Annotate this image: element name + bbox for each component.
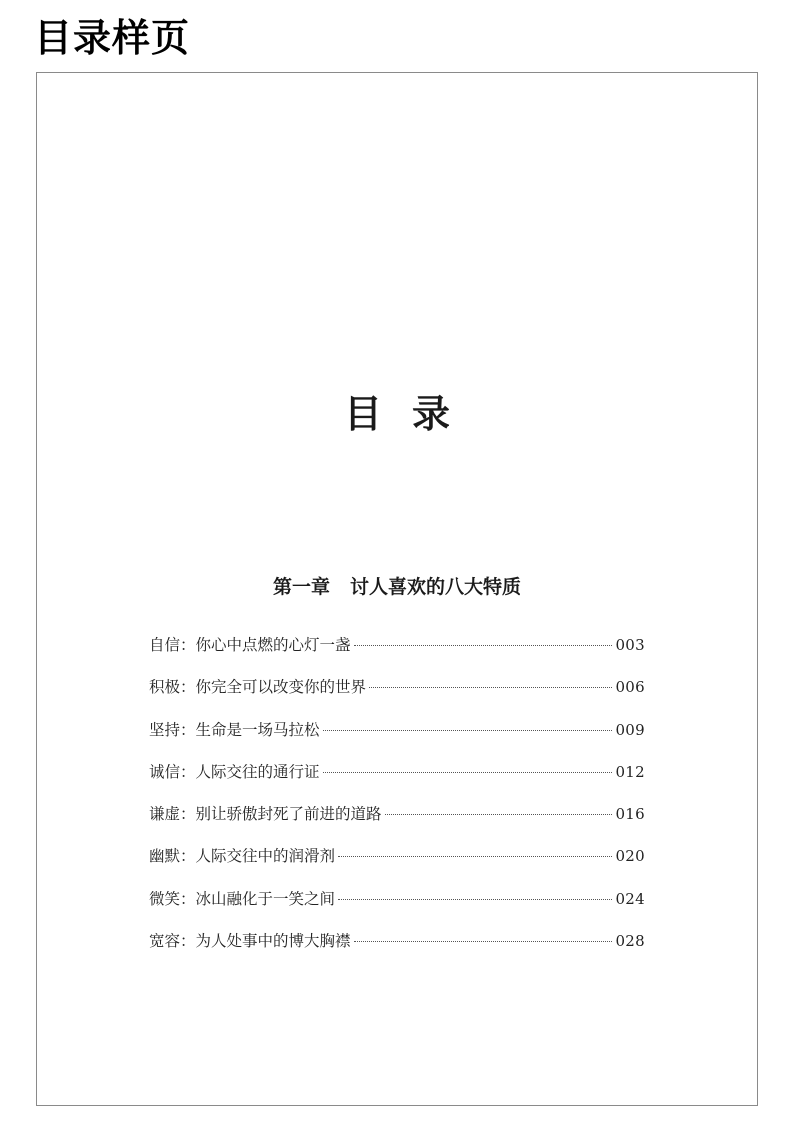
- toc-entry-page: 006: [615, 678, 645, 697]
- dot-leader: [338, 856, 612, 857]
- chapter-number: 第一章: [272, 576, 330, 598]
- toc-entry-page: 020: [615, 847, 645, 866]
- toc-entry[interactable]: [149, 718, 645, 760]
- toc-entry[interactable]: [149, 802, 645, 844]
- toc-entry-label: 谦虚：别让骄傲封死了前进的道路: [149, 805, 382, 824]
- toc-entry[interactable]: [149, 844, 645, 886]
- toc-entry-label: 自信：你心中点燃的心灯一盏: [149, 636, 351, 654]
- toc-entry[interactable]: [149, 675, 645, 717]
- chapter-title: [37, 573, 757, 601]
- dot-leader: [354, 645, 613, 646]
- toc-entry-page: 028: [615, 932, 645, 951]
- dot-leader: [385, 814, 613, 815]
- dot-leader: [323, 730, 613, 731]
- toc-entry[interactable]: [149, 633, 645, 675]
- toc-entry[interactable]: [149, 760, 645, 802]
- toc-heading-right: 录: [412, 391, 451, 436]
- toc-entry-label: 宽容：为人处事中的博大胸襟: [149, 932, 351, 951]
- dot-leader: [369, 687, 612, 688]
- toc-entry-label: 积极：你完全可以改变你的世界: [149, 678, 367, 697]
- toc-entry-page: 012: [615, 762, 645, 781]
- toc-heading-left: 目: [343, 391, 382, 436]
- toc-entry-label: 坚持：生命是一场马拉松: [149, 720, 320, 739]
- chapter-name: 讨人喜欢的八大特质: [350, 576, 522, 598]
- dot-leader: [338, 899, 612, 900]
- toc-entry-page: 016: [615, 805, 645, 824]
- toc-entry-label: 诚信：人际交往的通行证: [149, 762, 320, 781]
- toc-entry-page: 024: [615, 889, 645, 908]
- toc-heading: [37, 389, 757, 439]
- toc-entry-label: 幽默：人际交往中的润滑剂: [149, 847, 336, 866]
- toc-list: [149, 633, 645, 971]
- book-page: [36, 72, 758, 1106]
- toc-entry-label: 微笑：冰山融化于一笑之间: [149, 889, 336, 908]
- toc-entry[interactable]: [149, 929, 645, 971]
- dot-leader: [354, 941, 613, 942]
- toc-entry-page: 009: [615, 720, 645, 739]
- toc-entry[interactable]: [149, 887, 645, 929]
- banner-title: 目录样页: [34, 16, 191, 60]
- toc-entry-page: 003: [615, 636, 645, 654]
- dot-leader: [323, 772, 613, 773]
